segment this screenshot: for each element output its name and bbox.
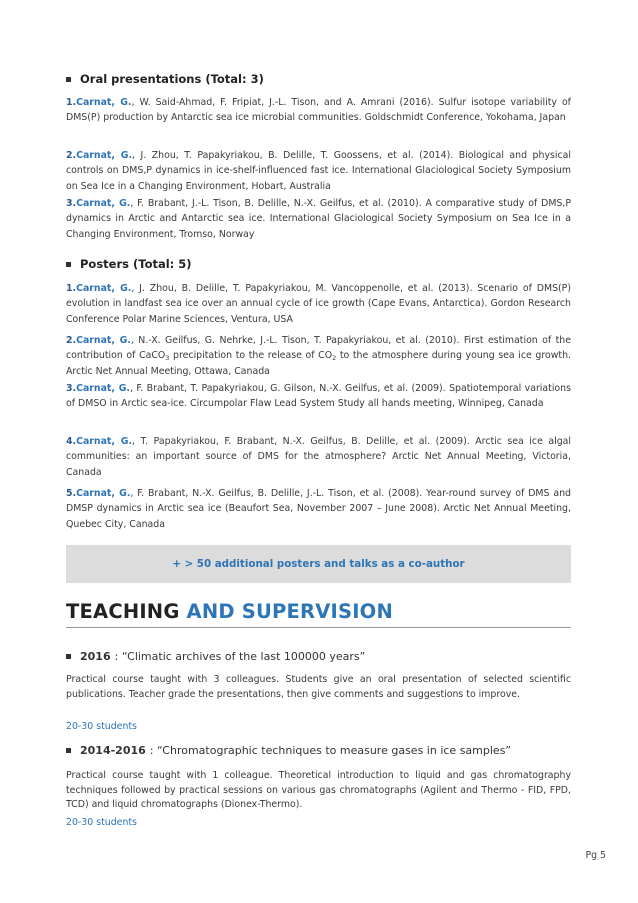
poster-item: 1.Carnat, G., J. Zhou, B. Delille, T. Papakyriakou, M. Vancoppenolle, et al. (2013). Scenario of DMS(P) evolution in landfast sea ice over an annual cycle of ice growth (Cape Evans, Antarctica). Gordon Research Conference Polar Marine Sciences, Ventura, USA bbox=[66, 283, 571, 325]
oral-item: 3.Carnat, G., F. Brabant, J.-L. Tison, B. Delille, N.-X. Geilfus, et al. (2010). A comparative study of DMS,P dynamics in Arctic and Antarctic sea ice. International Glaciological Society Symposium on Sea Ice in a Changing Environment, Tromso, Norway bbox=[66, 198, 571, 240]
heading-rule bbox=[66, 627, 571, 628]
posters-heading: Posters (Total: 5) bbox=[66, 257, 192, 271]
oral-item: 1.Carnat, G., W. Said-Ahmad, F. Fripiat, J.-L. Tison, and A. Amrani (2016). Sulfur isotope variability of DMS(P) production by Antarctic sea ice microbial communities. Goldschmidt Conference, Yokohama, Japan bbox=[66, 97, 571, 124]
oral-heading: Oral presentations (Total: 3) bbox=[66, 72, 264, 86]
bullet-icon bbox=[66, 748, 71, 753]
bullet-icon bbox=[66, 77, 71, 82]
poster-item: 5.Carnat, G., F. Brabant, N.-X. Geilfus, B. Delille, J.-L. Tison, et al. (2008). Year-round survey of DMS and DMSP dynamics in Arctic sea ice (Beaufort Sea, November 2007 – June 2008). Arctic Net Annual Meeting, Quebec City, Canada bbox=[66, 488, 571, 530]
coauthor-banner: + > 50 additional posters and talks as a co-author bbox=[66, 545, 571, 583]
course-heading: 2016 : “Climatic archives of the last 100000 years” bbox=[66, 650, 365, 663]
teaching-heading: TEACHING AND SUPERVISION bbox=[66, 600, 393, 623]
course-description: Practical course taught with 1 colleague. Theoretical introduction to liquid and gas chromatography techniques followed by practical sessions on various gas chromatographs (Agilent and Thermo - FID, FPD, TCD) and liquid chromatographs (Dionex-Thermo). bbox=[66, 770, 571, 810]
bullet-icon bbox=[66, 654, 71, 659]
poster-item: 2.Carnat, G., N.-X. Geilfus, G. Nehrke, J.-L. Tison, T. Papakyriakou, et al. (2010). First estimation of the contribution of CaCO$_3$ precipitation to the release of $CO_2$ to the atmosphere during young sea ice growth. Arctic Net Annual Meeting, Ottawa, Canada bbox=[66, 335, 572, 377]
course-students: 20-30 students bbox=[66, 817, 137, 828]
page-number: Pg 5 bbox=[585, 850, 606, 861]
poster-item: 3.Carnat, G., F. Brabant, T. Papakyriakou, G. Gilson, N.-X. Geilfus, et al. (2009). Spatiotemporal variations of DMSO in Arctic sea-ice. Circumpolar Flaw Lead System Study all hands meeting, Winnipeg, Canada bbox=[66, 383, 571, 410]
poster-item: 4.Carnat, G., T. Papakyriakou, F. Brabant, N.-X. Geilfus, B. Delille, et al. (2009). Arctic sea ice algal communities: an important source of DMS for the atmosphere? Arctic Net Annual Meeting, Victoria, Canada bbox=[66, 436, 571, 478]
course-description: Practical course taught with 3 colleagues. Students give an oral presentation of selected scientific publications. Teacher grade the presentations, then give comments and suggestions to improve. bbox=[66, 674, 571, 700]
course-heading: 2014-2016 : “Chromatographic techniques to measure gases in ice samples” bbox=[66, 744, 511, 757]
oral-item: 2.Carnat, G., J. Zhou, T. Papakyriakou, B. Delille, T. Goossens, et al. (2014). Biological and physical controls on DMS,P dynamics in ice-shelf-influenced fast ice. International Glaciological Society Symposium on Sea Ice in a Changing Environment, Hobart, Australia bbox=[66, 150, 571, 192]
bullet-icon bbox=[66, 262, 71, 267]
course-students: 20-30 students bbox=[66, 721, 137, 732]
